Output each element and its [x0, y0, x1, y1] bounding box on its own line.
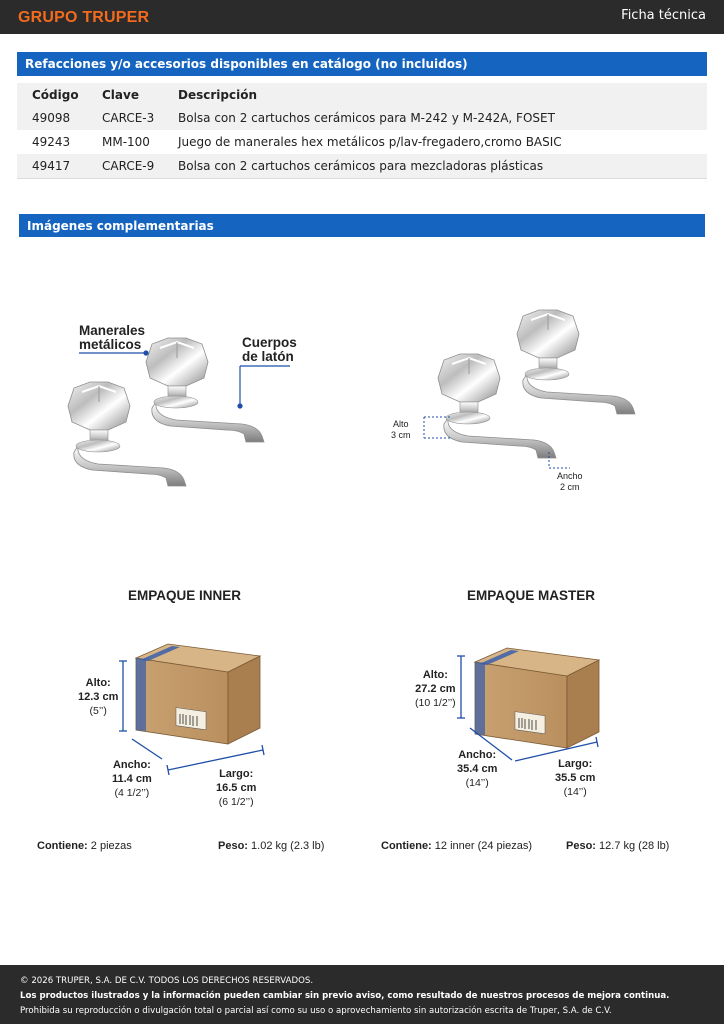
- master-width: [457, 748, 497, 790]
- master-length-in: (14’’): [563, 786, 587, 798]
- inner-weight: [218, 840, 324, 852]
- master-height-in: (10 1/2’’): [415, 697, 456, 709]
- master-width-label: Ancho:: [458, 749, 497, 761]
- brand-logo: GRUPO TRUPER: [18, 9, 150, 26]
- inner-height-in: (5’’): [89, 705, 107, 717]
- master-length-cm: 35.5 cm: [555, 772, 596, 784]
- inner-width: [112, 758, 152, 800]
- inner-weight-label: Peso:: [218, 840, 248, 852]
- inner-contents: [37, 840, 132, 852]
- inner-width-in: (4 1/2’’): [114, 787, 150, 799]
- inner-length: [216, 767, 256, 809]
- inner-pack-title: EMPAQUE INNER: [128, 588, 242, 603]
- dimension-width-label: Ancho 2 cm: [557, 471, 583, 492]
- inner-width-cm: 11.4 cm: [112, 773, 152, 785]
- master-contents: [381, 840, 532, 852]
- column-header-code: Código: [17, 83, 102, 106]
- accessories-section-title: Refacciones y/o accesorios disponibles en catálogo (no incluidos): [17, 52, 707, 76]
- callout-handles-label: Manerales metálicos: [79, 323, 146, 352]
- faucet-pair-dimensions-image: [424, 310, 635, 468]
- dimension-height: [391, 419, 411, 441]
- master-contents-label: Contiene:: [381, 840, 432, 852]
- inner-contents-value: 2 piezas: [90, 840, 132, 852]
- inner-width-label: Ancho:: [112, 759, 151, 771]
- master-width-in: (14’’): [465, 777, 489, 789]
- master-weight-label: Peso:: [566, 840, 596, 852]
- master-height-label: Alto:: [422, 669, 448, 681]
- inner-box-image: [119, 644, 264, 775]
- cell-description: Juego de manerales hex metálicos p/lav-fregadero,cromo BASIC: [178, 130, 707, 154]
- master-pack-title: EMPAQUE MASTER: [467, 588, 596, 603]
- cell-key: CARCE-3: [102, 106, 178, 130]
- callout-body: [242, 336, 297, 364]
- master-weight-value: 12.7 kg (28 lb): [599, 840, 670, 852]
- master-box-image: [457, 648, 599, 761]
- dimension-width: [557, 471, 583, 493]
- master-length-label: Largo:: [558, 758, 593, 770]
- master-width-cm: 35.4 cm: [457, 763, 498, 775]
- inner-length-cm: 16.5 cm: [216, 782, 257, 794]
- callout-body-label: Cuerpos de latón: [242, 335, 297, 364]
- master-height-cm: 27.2 cm: [415, 683, 456, 695]
- column-header-description: Descripción: [178, 83, 707, 106]
- inner-length-in: (6 1/2’’): [218, 796, 254, 808]
- callout-handles-line1: [79, 324, 145, 352]
- master-weight: [566, 840, 669, 852]
- page-footer: [0, 965, 724, 1024]
- master-contents-value: 12 inner (24 piezas): [434, 840, 533, 852]
- inner-height-label: Alto:: [85, 677, 111, 689]
- footer-copyright: © 2026 TRUPER, S.A. DE C.V. TODOS LOS DERECHOS RESERVADOS.: [20, 976, 314, 986]
- inner-height: [78, 676, 118, 718]
- cell-key: CARCE-9: [102, 154, 178, 178]
- cell-key: MM-100: [102, 130, 178, 154]
- inner-weight-value: 1.02 kg (2.3 lb): [251, 840, 325, 852]
- cell-code: 49243: [17, 130, 102, 154]
- cell-code: 49098: [17, 106, 102, 130]
- inner-length-label: Largo:: [219, 768, 254, 780]
- inner-height-cm: 12.3 cm: [78, 691, 119, 703]
- cell-description: Bolsa con 2 cartuchos cerámicos para M-242 y M-242A, FOSET: [178, 106, 707, 130]
- cell-description: Bolsa con 2 cartuchos cerámicos para mezcladoras plásticas: [178, 154, 707, 178]
- cell-code: 49417: [17, 154, 102, 178]
- document-type: Ficha técnica: [621, 8, 706, 23]
- master-length: [555, 757, 595, 799]
- images-section-title: Imágenes complementarias: [19, 214, 705, 237]
- dimension-height-label: Alto 3 cm: [391, 419, 411, 440]
- inner-contents-label: Contiene:: [37, 840, 88, 852]
- footer-prohibition: Prohibida su reproducción o divulgación total o parcial así como su uso o aprovechamiento sin autorización escrita de Truper, S.A. de C.V.: [20, 1006, 612, 1016]
- master-height: [415, 668, 456, 710]
- footer-notice: Los productos ilustrados y la información pueden cambiar sin previo aviso, como resultado de nuestros procesos de mejora continua.: [20, 991, 670, 1001]
- column-header-key: Clave: [102, 83, 178, 106]
